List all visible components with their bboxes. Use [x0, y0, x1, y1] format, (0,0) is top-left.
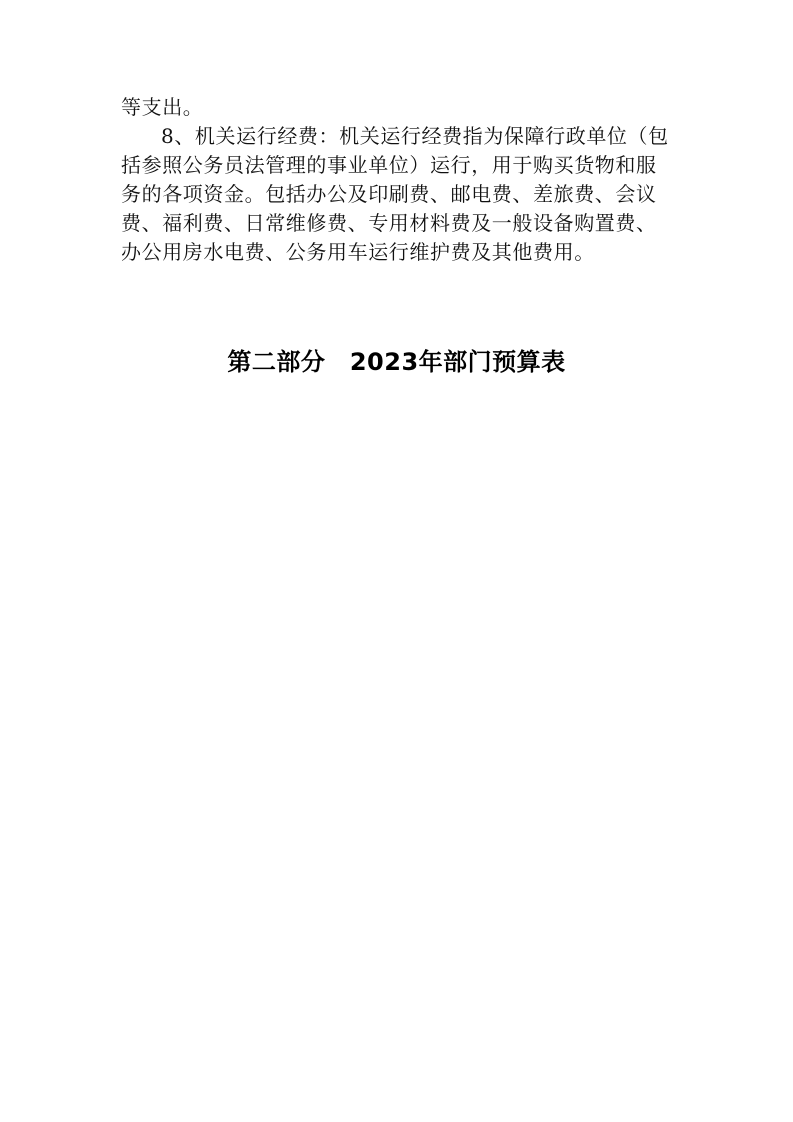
document-body [121, 93, 677, 267]
section-title: 第二部分 2023年部门预算表 [227, 348, 566, 376]
paragraph-operating-expenses: 8、机关运行经费：机关运行经费指为保障行政单位（包括参照公务员法管理的事业单位）运行，用于购买货物和服务的各项资金。包括办公及印刷费、邮电费、差旅费、会议费、福利费、日常维修费、专用材料费及一般设备购置费、办公用房水电费、公务用车运行维护费及其他费用。 [121, 124, 669, 264]
paragraph-continuation: 等支出。 [121, 95, 204, 119]
